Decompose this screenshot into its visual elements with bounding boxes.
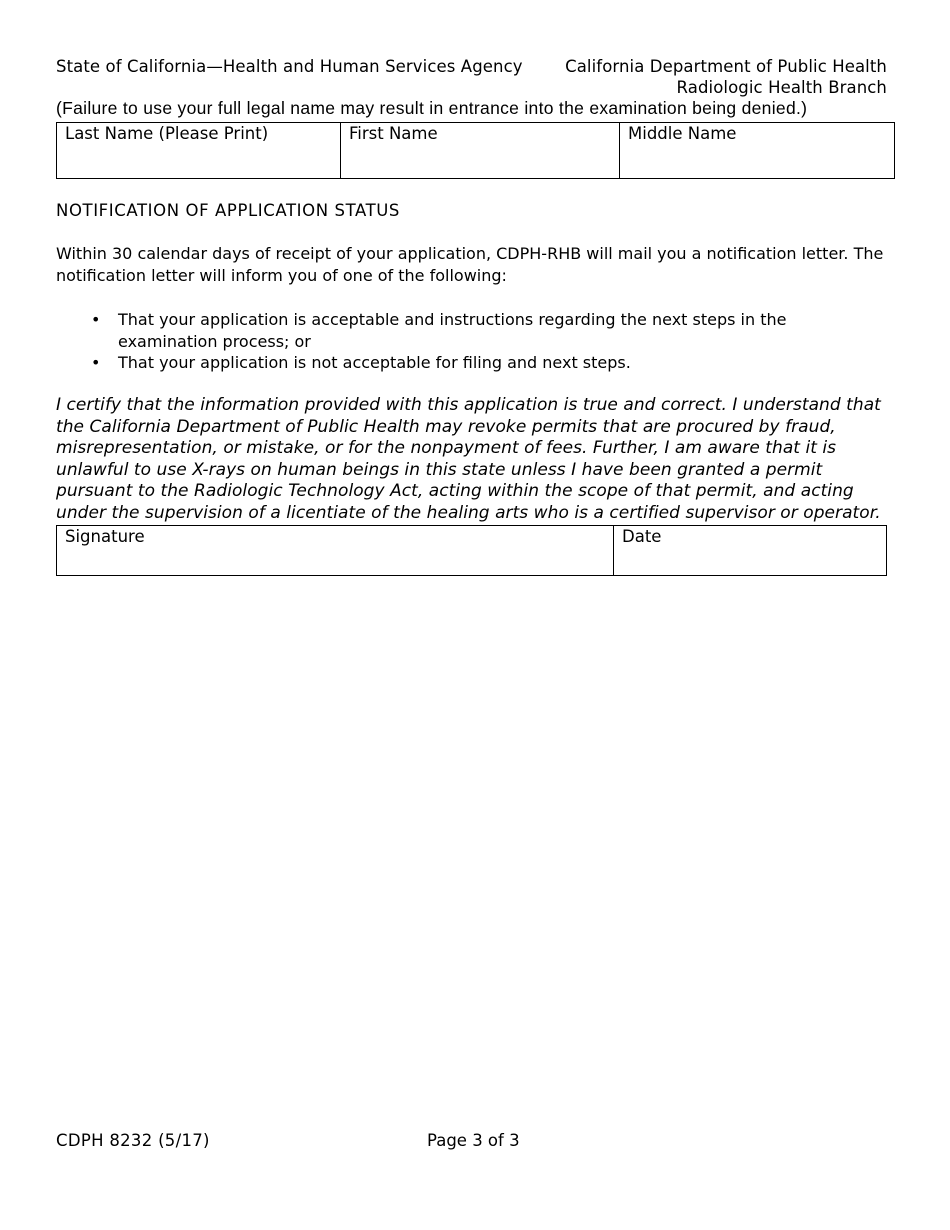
page-number: Page 3 of 3 [427,1131,520,1150]
bullet-icon: • [91,310,101,329]
first-name-field[interactable] [341,123,620,179]
branch-name: Radiologic Health Branch [676,78,887,97]
list-item [56,352,888,374]
signature-fields-table [56,525,887,576]
legal-name-notice: (Failure to use your full legal name may result in entrance into the examination being denied.) [56,98,808,118]
bullet-icon: • [91,353,101,372]
department-header [565,56,887,98]
first-name-label: First Name [349,124,438,143]
middle-name-label: Middle Name [628,124,737,143]
intro-paragraph: Within 30 calendar days of receipt of your application, CDPH-RHB will mail you a notification letter. The notification letter will inform you of one of the following: [56,244,884,285]
date-label: Date [622,527,662,546]
section-title: NOTIFICATION OF APPLICATION STATUS [56,201,401,220]
list-item [56,309,888,352]
certification-statement: I certify that the information provided with this application is true and correct. I understand that the California Department of Public Health may revoke permits that are procured by fraud, misrepresentation, or mistake, or for the nonpayment of fees. Further, I am aware that it is unlawful to use X-rays on human beings in this state unless I have been granted a permit pursuant to the Radiologic Technology Act, acting within the scope of that permit, and acting under the supervision of a licentiate of the healing arts who is a certified supervisor or operator. [56,395,881,523]
list-item-text: That your application is not acceptable for filing and next steps. [118,353,631,372]
signature-field[interactable] [57,526,614,576]
form-id: CDPH 8232 (5/17) [56,1131,210,1150]
last-name-field[interactable] [57,123,341,179]
signature-label: Signature [65,527,145,546]
middle-name-field[interactable] [620,123,895,179]
status-options-list [56,309,888,374]
date-field[interactable] [614,526,887,576]
department-name: California Department of Public Health [565,57,887,76]
list-item-text: That your application is acceptable and instructions regarding the next steps in the examination process; or [118,310,787,351]
agency-header: State of California—Health and Human Services Agency [56,57,523,76]
name-fields-table [56,122,895,179]
last-name-label: Last Name (Please Print) [65,124,269,143]
